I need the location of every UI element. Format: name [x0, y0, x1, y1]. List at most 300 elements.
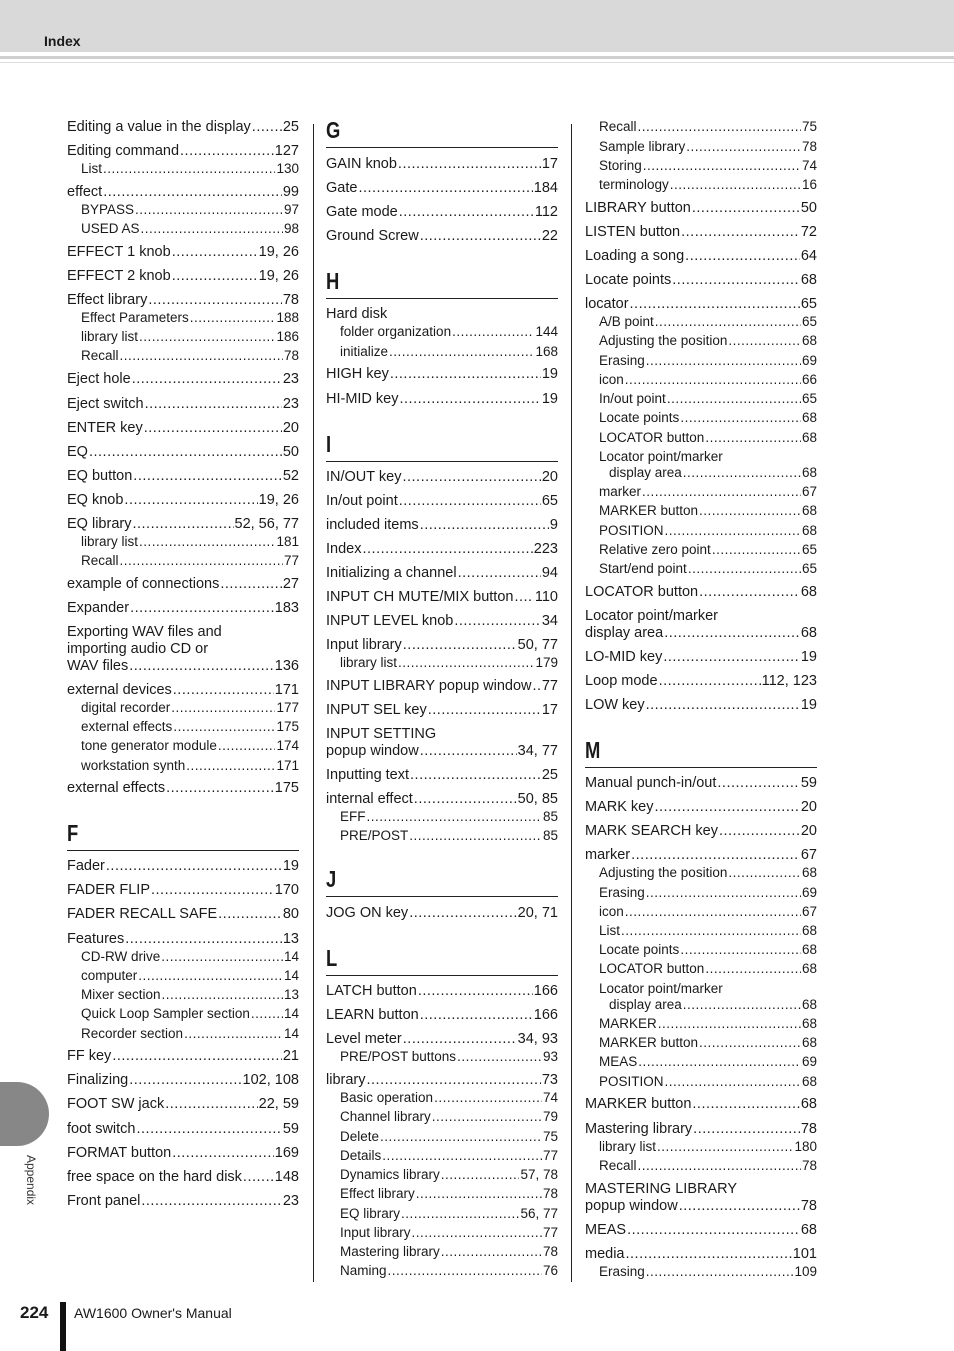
index-entry: [585, 294, 817, 312]
dot-leader: [646, 353, 801, 368]
dot-leader: [172, 268, 258, 284]
entry-page-ref: 19: [800, 649, 817, 665]
dot-leader: [220, 576, 282, 592]
index-entry: [67, 1070, 299, 1088]
dot-leader: [410, 767, 541, 783]
entry-page-ref: 168: [535, 344, 558, 359]
index-entry: [326, 539, 558, 557]
entry-page-ref: 78: [800, 1121, 817, 1137]
index-entry: [326, 563, 558, 581]
entry-term: Features: [67, 931, 125, 947]
index-subentry: [585, 332, 817, 348]
index-entry: [585, 695, 817, 713]
entry-page-ref: 64: [800, 248, 817, 264]
entry-term: Index: [326, 541, 362, 557]
index-subentry: [67, 220, 299, 236]
entry-page-ref: 183: [274, 600, 299, 616]
entry-page-ref: 19: [800, 697, 817, 713]
dot-leader: [125, 931, 282, 947]
index-entry: [67, 1191, 299, 1209]
dot-leader: [665, 1074, 801, 1089]
dot-leader: [683, 997, 801, 1012]
dot-leader: [124, 492, 257, 508]
entry-page-ref: 68: [800, 1096, 817, 1112]
entry-page-ref: 78: [282, 292, 299, 308]
entry-term: Locate points: [599, 942, 680, 957]
index-entry: [67, 622, 299, 640]
entry-page-ref: 223: [533, 541, 558, 557]
entry-term: icon: [599, 372, 624, 387]
index-entry: [585, 1119, 817, 1137]
dot-leader: [120, 348, 283, 363]
dot-leader: [712, 542, 801, 557]
index-subentry: [67, 1025, 299, 1041]
entry-page-ref: 67: [800, 847, 817, 863]
index-subentry: [67, 986, 299, 1002]
entry-term: Erasing: [599, 1264, 645, 1279]
index-subentry: [326, 1243, 558, 1259]
index-subentry: [67, 737, 299, 753]
index-subentry: [585, 313, 817, 329]
entry-page-ref: 17: [541, 702, 558, 718]
entry-page-ref: 14: [283, 949, 299, 964]
entry-term: FADER FLIP: [67, 882, 150, 898]
entry-page-ref: 19, 26: [258, 492, 299, 508]
index-subentry: [326, 1166, 558, 1182]
entry-term: LOCATOR button: [599, 430, 705, 445]
entry-page-ref: 19, 26: [258, 268, 299, 284]
entry-term: EQ library: [340, 1206, 401, 1221]
entry-term: importing audio CD or: [67, 641, 209, 657]
dot-leader: [186, 758, 275, 773]
index-subentry: [585, 483, 817, 499]
entry-term: MARKER: [599, 1016, 657, 1031]
entry-term: Storing: [599, 158, 642, 173]
entry-term: MARK key: [585, 799, 654, 815]
manual-title: AW1600 Owner's Manual: [74, 1305, 232, 1321]
entry-term: locator: [585, 296, 629, 312]
entry-term: Erasing: [599, 353, 645, 368]
entry-term: LIBRARY button: [585, 200, 691, 216]
dot-leader: [390, 366, 541, 382]
dot-leader: [420, 743, 517, 759]
index-entry: [326, 676, 558, 694]
dot-leader: [638, 1054, 801, 1069]
dot-leader: [403, 1031, 517, 1047]
dot-leader: [243, 1169, 274, 1185]
entry-page-ref: 73: [541, 1072, 558, 1088]
dot-leader: [218, 738, 276, 753]
entry-term: foot switch: [67, 1121, 136, 1137]
index-entry: [326, 724, 558, 742]
entry-page-ref: 34: [541, 613, 558, 629]
entry-term: Mastering library: [340, 1244, 440, 1259]
entry-term: Inputting text: [326, 767, 410, 783]
index-subentry: [585, 903, 817, 919]
entry-term: external effects: [81, 719, 173, 734]
entry-term: List: [599, 923, 621, 938]
dot-leader: [120, 553, 283, 568]
entry-term: BYPASS: [81, 202, 135, 217]
index-subentry: [67, 533, 299, 549]
entry-page-ref: 78: [801, 139, 817, 154]
entry-term: included items: [326, 517, 419, 533]
dot-leader: [627, 1222, 800, 1238]
entry-term: USED AS: [81, 221, 140, 236]
dot-leader: [414, 791, 517, 807]
dot-leader: [252, 119, 282, 135]
entry-term: LOCATOR button: [585, 584, 699, 600]
entry-page-ref: 78: [800, 1198, 817, 1214]
dot-leader: [132, 516, 233, 532]
index-entry: [326, 304, 558, 322]
entry-page-ref: 175: [276, 719, 299, 734]
dot-leader: [418, 983, 533, 999]
entry-page-ref: 52: [282, 468, 299, 484]
entry-page-ref: 171: [276, 758, 299, 773]
entry-term: marker: [599, 484, 642, 499]
entry-page-ref: 68: [801, 333, 817, 348]
dot-leader: [672, 272, 800, 288]
dot-leader: [362, 541, 532, 557]
entry-term: Recall: [599, 1158, 637, 1173]
index-entry: [67, 141, 299, 159]
entry-page-ref: 20: [800, 823, 817, 839]
entry-page-ref: 66: [801, 372, 817, 387]
entry-page-ref: 93: [542, 1049, 558, 1064]
entry-term: INPUT CH MUTE/MIX button: [326, 589, 514, 605]
dot-leader: [180, 143, 274, 159]
entry-term: CD-RW drive: [81, 949, 161, 964]
entry-term: INPUT SEL key: [326, 702, 427, 718]
index-subentry: [585, 541, 817, 557]
index-subentry: [585, 522, 817, 538]
entry-page-ref: 184: [533, 180, 558, 196]
entry-term: LATCH button: [326, 983, 417, 999]
entry-page-ref: 68: [801, 942, 817, 957]
dot-leader: [458, 565, 541, 581]
entry-term: Mastering library: [585, 1121, 693, 1137]
dot-leader: [173, 719, 275, 734]
dot-leader: [705, 961, 801, 976]
entry-term: Effect library: [340, 1186, 415, 1201]
entry-page-ref: 65: [801, 314, 817, 329]
entry-term: EQ: [67, 444, 88, 460]
entry-term: Locator point/marker: [599, 449, 723, 464]
entry-page-ref: 74: [801, 158, 817, 173]
entry-term: FOOT SW jack: [67, 1096, 165, 1112]
entry-page-ref: 19: [282, 858, 299, 874]
entry-term: EFFECT 1 knob: [67, 244, 171, 260]
entry-term: Details: [340, 1148, 382, 1163]
entry-term: Loading a song: [585, 248, 685, 264]
entry-page-ref: 19: [541, 391, 558, 407]
index-subentry: [326, 1048, 558, 1064]
index-entry: [585, 647, 817, 665]
entry-term: PRE/POST buttons: [340, 1049, 457, 1064]
entry-page-ref: 23: [282, 371, 299, 387]
index-entry: [67, 1167, 299, 1185]
header-divider: [0, 56, 954, 59]
index-subentry: [67, 967, 299, 983]
entry-term: effect: [67, 184, 103, 200]
entry-term: Basic operation: [340, 1090, 434, 1105]
header-divider-thin: [0, 62, 954, 63]
entry-term: MARKER button: [585, 1096, 692, 1112]
index-subentry: [67, 699, 299, 715]
index-entry: [585, 821, 817, 839]
index-entry: [585, 246, 817, 264]
entry-term: HIGH key: [326, 366, 389, 382]
index-entry: [585, 773, 817, 791]
entry-page-ref: 68: [800, 1222, 817, 1238]
dot-leader: [705, 430, 801, 445]
entry-term: initialize: [340, 344, 389, 359]
dot-leader: [667, 391, 801, 406]
dot-leader: [165, 1096, 257, 1112]
entry-page-ref: 19: [541, 366, 558, 382]
entry-term: media: [585, 1246, 625, 1262]
entry-page-ref: 78: [283, 348, 299, 363]
dot-leader: [139, 534, 275, 549]
entry-term: PRE/POST: [340, 828, 409, 843]
entry-page-ref: 68: [801, 410, 817, 425]
index-entry: [326, 789, 558, 807]
dot-leader: [625, 904, 801, 919]
entry-page-ref: 65: [800, 296, 817, 312]
dot-leader: [670, 177, 801, 192]
entry-page-ref: 98: [283, 221, 299, 236]
entry-term: FADER RECALL SAFE: [67, 906, 218, 922]
index-subentry: [67, 160, 299, 176]
index-entry: [67, 418, 299, 436]
entry-page-ref: 169: [274, 1145, 299, 1161]
index-entry: [67, 639, 299, 657]
entry-term: EFF: [340, 809, 366, 824]
dot-leader: [655, 799, 800, 815]
index-subentry: [585, 448, 817, 464]
entry-page-ref: 65: [541, 493, 558, 509]
dot-leader: [692, 1096, 799, 1112]
index-subentry: [326, 1185, 558, 1201]
entry-term: In/out point: [326, 493, 398, 509]
dot-leader: [452, 324, 534, 339]
entry-page-ref: 68: [800, 272, 817, 288]
entry-term: Start/end point: [599, 561, 687, 576]
entry-term: display area: [609, 997, 682, 1012]
entry-term: popup window: [326, 743, 419, 759]
header-title: Index: [44, 33, 81, 49]
dot-leader: [638, 1158, 801, 1173]
entry-page-ref: 76: [542, 1263, 558, 1278]
index-entry: [67, 856, 299, 874]
index-entry: [67, 394, 299, 412]
dot-leader: [402, 469, 540, 485]
index-subentry: [67, 948, 299, 964]
dot-leader: [112, 1048, 282, 1064]
dot-leader: [171, 700, 275, 715]
entry-term: Recall: [81, 553, 119, 568]
entry-term: Gate: [326, 180, 358, 196]
dot-leader: [399, 204, 534, 220]
entry-page-ref: 20: [800, 799, 817, 815]
entry-page-ref: 56, 77: [520, 1206, 558, 1221]
dot-leader: [398, 655, 534, 670]
entry-term: library list: [81, 534, 139, 549]
dot-leader: [172, 244, 258, 260]
entry-term: Adjusting the position: [599, 865, 728, 880]
dot-leader: [416, 1186, 542, 1201]
dot-leader: [685, 248, 800, 264]
entry-term: MARKER button: [599, 1035, 699, 1050]
index-subentry: [585, 352, 817, 368]
entry-page-ref: 13: [283, 987, 299, 1002]
index-entry: [67, 514, 299, 532]
dot-leader: [646, 1264, 794, 1279]
index-entry: [326, 1029, 558, 1047]
dot-leader: [251, 1006, 283, 1021]
entry-page-ref: 74: [542, 1090, 558, 1105]
entry-page-ref: 166: [533, 983, 558, 999]
dot-leader: [141, 221, 283, 236]
dot-leader: [367, 809, 542, 824]
entry-term: Editing a value in the display: [67, 119, 251, 135]
dot-leader: [680, 942, 801, 957]
dot-leader: [103, 184, 282, 200]
entry-page-ref: 50, 85: [517, 791, 558, 807]
index-entry: [326, 741, 558, 759]
index-subentry: [585, 980, 817, 996]
entry-page-ref: 14: [283, 1026, 299, 1041]
entry-page-ref: 144: [535, 324, 558, 339]
entry-term: Level meter: [326, 1031, 402, 1047]
index-entry: [585, 1220, 817, 1238]
entry-term: Exporting WAV files and: [67, 624, 222, 640]
entry-page-ref: 97: [283, 202, 299, 217]
entry-term: Loop mode: [585, 673, 658, 689]
entry-term: Initializing a channel: [326, 565, 457, 581]
index-entry: [67, 290, 299, 308]
index-entry: [67, 466, 299, 484]
entry-term: library: [326, 1072, 366, 1088]
dot-leader: [625, 372, 801, 387]
index-subentry: [585, 157, 817, 173]
entry-term: Input library: [326, 637, 402, 653]
dot-leader: [141, 1193, 282, 1209]
entry-page-ref: 68: [801, 997, 817, 1012]
index-entry: [326, 178, 558, 196]
dot-leader: [441, 1244, 542, 1259]
dot-leader: [144, 420, 282, 436]
entry-page-ref: 75: [801, 119, 817, 134]
dot-leader: [172, 1145, 274, 1161]
entry-page-ref: 52, 56, 77: [234, 516, 299, 532]
entry-term: WAV files: [67, 658, 129, 674]
entry-page-ref: 171: [274, 682, 299, 698]
entry-page-ref: 14: [283, 968, 299, 983]
entry-term: LOCATOR button: [599, 961, 705, 976]
entry-term: INPUT LEVEL knob: [326, 613, 454, 629]
index-entry: [585, 1196, 817, 1214]
entry-term: MEAS: [585, 1222, 627, 1238]
entry-page-ref: 50: [282, 444, 299, 460]
index-subentry: [585, 176, 817, 192]
entry-term: POSITION: [599, 523, 664, 538]
index-subentry: [585, 1053, 817, 1069]
entry-term: List: [81, 161, 103, 176]
index-subentry: [585, 1073, 817, 1089]
entry-page-ref: 9: [549, 517, 558, 533]
index-entry: [67, 1119, 299, 1137]
entry-term: Hard disk: [326, 306, 388, 322]
index-subentry: [585, 1157, 817, 1173]
entry-page-ref: 23: [282, 1193, 299, 1209]
index-entry: [67, 1094, 299, 1112]
entry-term: LISTEN button: [585, 224, 681, 240]
dot-leader: [135, 202, 283, 217]
index-entry: [67, 1046, 299, 1064]
index-subentry: [585, 371, 817, 387]
entry-term: HI-MID key: [326, 391, 399, 407]
entry-page-ref: 68: [801, 1035, 817, 1050]
entry-page-ref: 77: [542, 1225, 558, 1240]
entry-term: display area: [609, 465, 682, 480]
dot-leader: [382, 1148, 542, 1163]
entry-page-ref: 68: [801, 961, 817, 976]
entry-page-ref: 68: [801, 865, 817, 880]
entry-page-ref: 16: [801, 177, 817, 192]
entry-page-ref: 68: [801, 1016, 817, 1031]
index-entry: [67, 778, 299, 796]
dot-leader: [679, 1198, 800, 1214]
footer-bar: [60, 1302, 66, 1351]
entry-term: Recorder section: [81, 1026, 184, 1041]
index-subentry: [326, 1147, 558, 1163]
section-letter: H: [326, 268, 340, 294]
dot-leader: [366, 1072, 540, 1088]
section-underline: [326, 461, 558, 462]
index-subentry: [585, 1138, 817, 1154]
entry-page-ref: 75: [542, 1129, 558, 1144]
entry-page-ref: 25: [541, 767, 558, 783]
entry-term: MARKER button: [599, 503, 699, 518]
index-subentry: [585, 560, 817, 576]
entry-term: INPUT SETTING: [326, 726, 437, 742]
entry-term: Effect Parameters: [81, 310, 189, 325]
entry-page-ref: 50, 77: [517, 637, 558, 653]
entry-page-ref: 65: [801, 391, 817, 406]
entry-page-ref: 130: [276, 161, 299, 176]
dot-leader: [132, 371, 282, 387]
entry-page-ref: 109: [794, 1264, 817, 1279]
entry-page-ref: 180: [794, 1139, 817, 1154]
entry-term: Locator point/marker: [599, 981, 723, 996]
entry-page-ref: 179: [535, 655, 558, 670]
index-entry: [67, 880, 299, 898]
entry-page-ref: 68: [801, 465, 817, 480]
dot-leader: [692, 200, 800, 216]
entry-term: Dynamics library: [340, 1167, 440, 1182]
index-subentry: [67, 757, 299, 773]
entry-term: Effect library: [67, 292, 148, 308]
dot-leader: [664, 625, 800, 641]
index-subentry: [585, 464, 817, 480]
entry-term: Channel library: [340, 1109, 431, 1124]
dot-leader: [688, 561, 801, 576]
dot-leader: [403, 637, 517, 653]
entry-term: FORMAT button: [67, 1145, 172, 1161]
entry-term: In/out point: [599, 391, 666, 406]
